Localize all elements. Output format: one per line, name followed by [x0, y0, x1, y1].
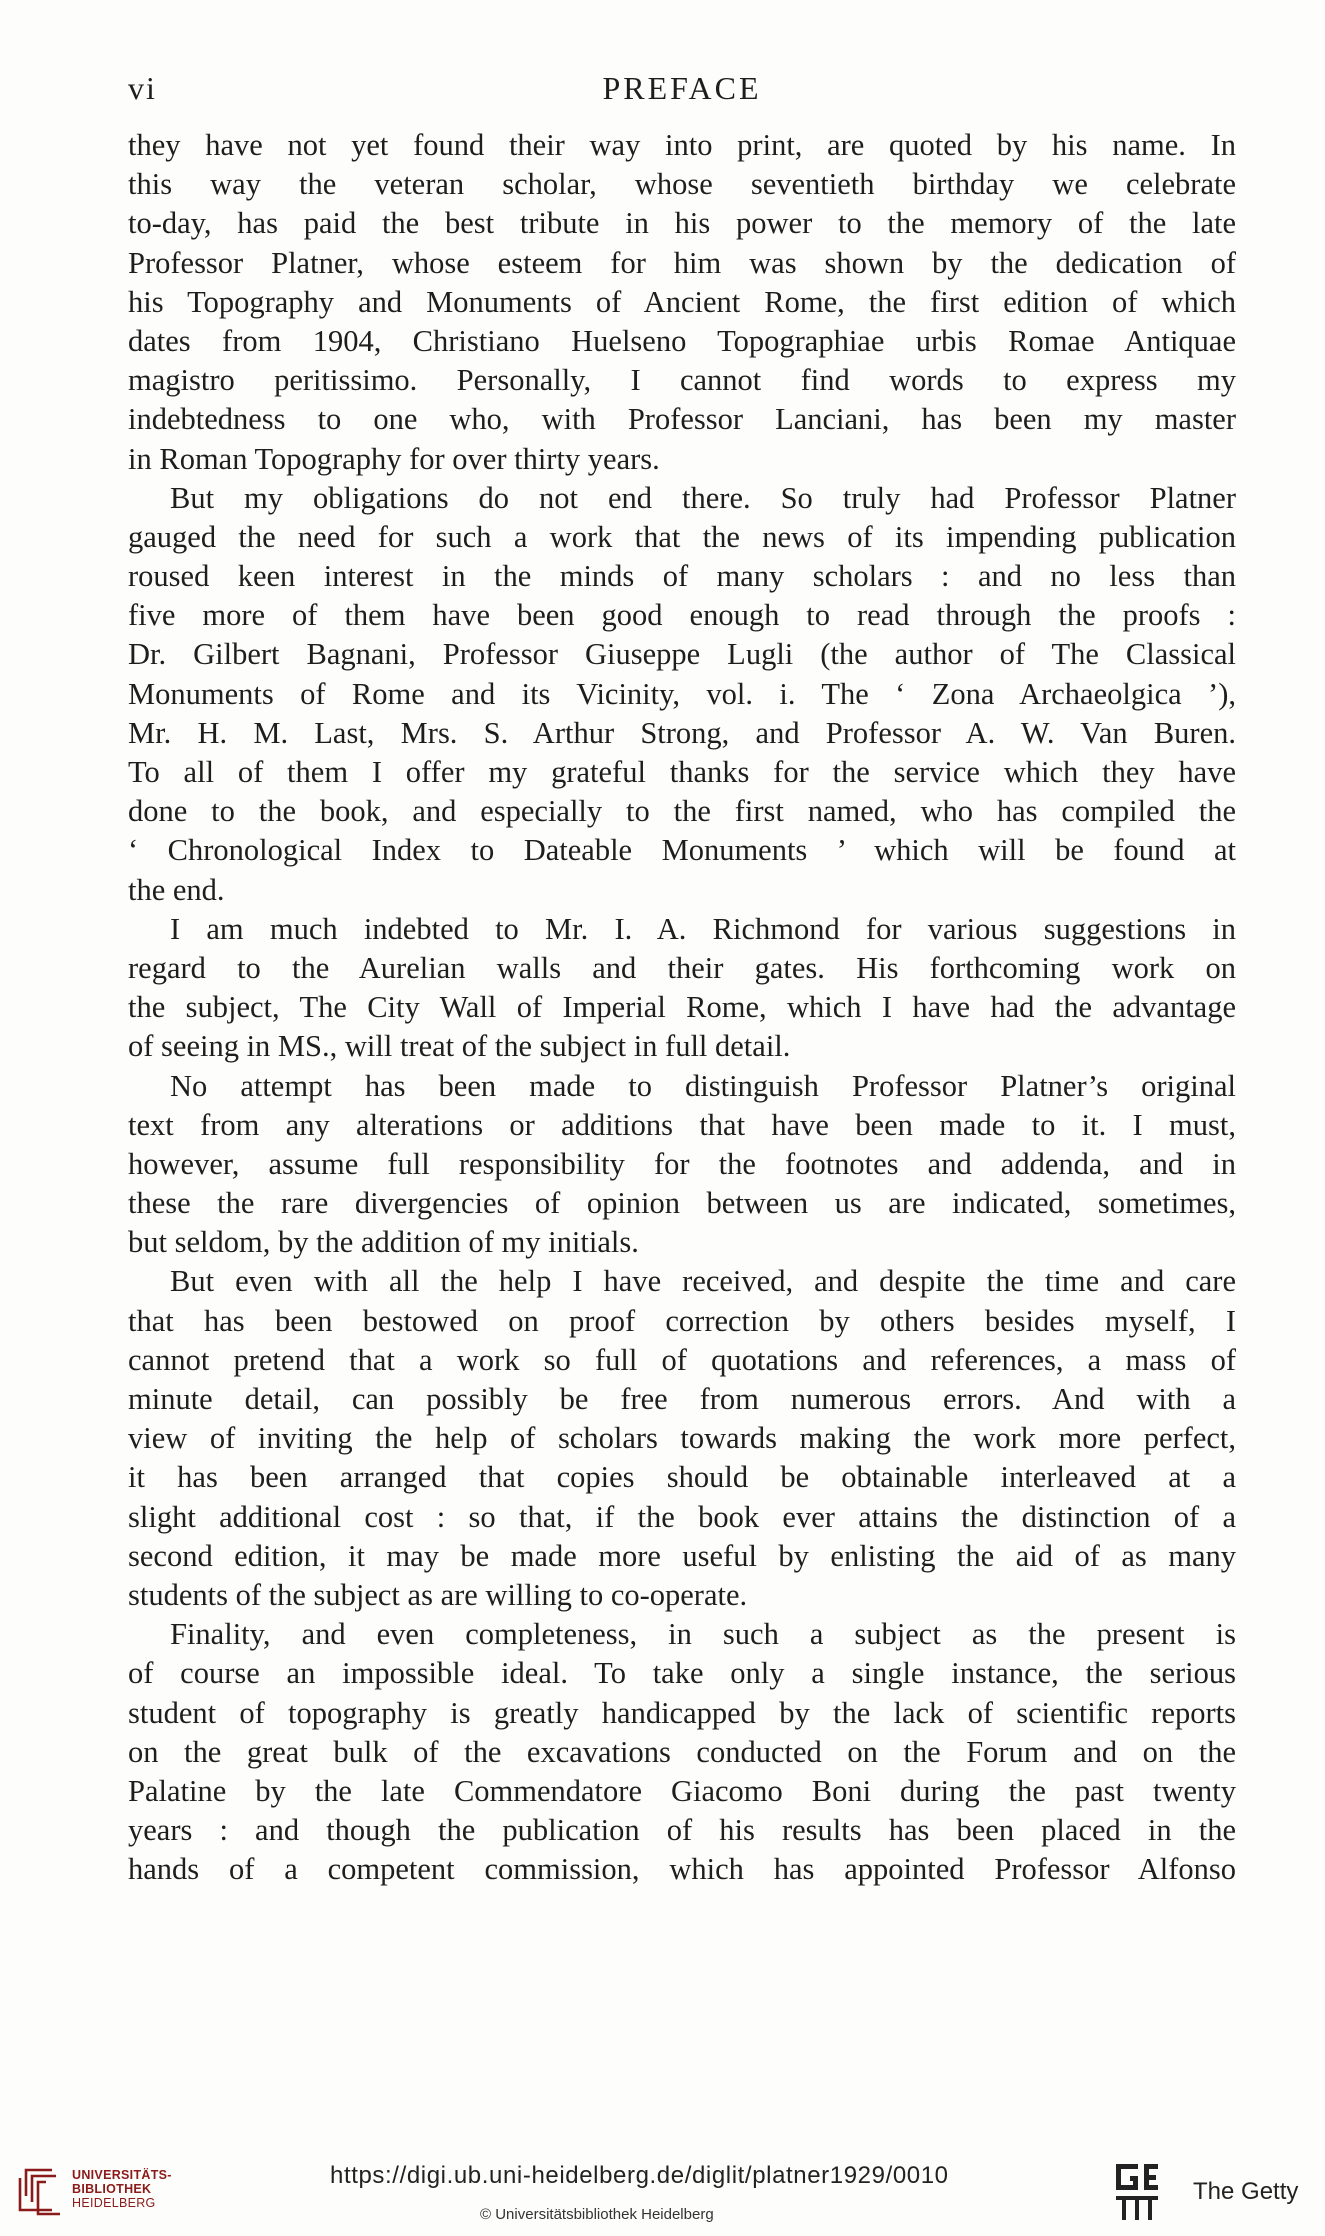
- text-line: Palatine by the late Commendatore Giacomo Boni during the past twenty: [128, 1773, 1236, 1808]
- page-header: [128, 70, 1236, 116]
- text-line: Professor Platner, whose esteem for him was shown by the dedication of: [128, 245, 1236, 280]
- text-line: slight additional cost : so that, if the book ever attains the distinction of a: [128, 1499, 1236, 1534]
- text-line: hands of a competent commission, which has appointed Professor Alfonso: [128, 1852, 1236, 1887]
- text-line: his Topography and Monuments of Ancient Rome, the first edition of which: [128, 284, 1236, 319]
- page-footer: [0, 2150, 1325, 2236]
- text-line: dates from 1904, Christiano Huelseno Topographiae urbis Romae Antiquae: [128, 323, 1236, 358]
- text-line: Monuments of Rome and its Vicinity, vol. i. The ‘ Zona Archaeolgica ’),: [128, 676, 1236, 711]
- text-line: students of the subject as are willing to co-operate.: [128, 1577, 748, 1612]
- text-line: on the great bulk of the excavations conducted on the Forum and on the: [128, 1734, 1236, 1769]
- text-line: To all of them I offer my grateful thanks for the service which they have: [128, 755, 1236, 789]
- page-number: vi: [128, 70, 157, 106]
- university-library-logo-icon: [12, 2166, 64, 2218]
- text-line: of seeing in MS., will treat of the subject in full detail.: [128, 1029, 791, 1064]
- text-line: this way the veteran scholar, whose seventieth birthday we celebrate: [128, 167, 1236, 202]
- copyright-notice: © Universitätsbibliothek Heidelberg: [480, 2206, 714, 2223]
- text-line: it has been arranged that copies should be obtainable interleaved at a: [128, 1460, 1236, 1495]
- text-line: of course an impossible ideal. To take only a single instance, the serious: [128, 1656, 1236, 1691]
- text-line: But my obligations do not end there. So truly had Professor Platner: [170, 480, 1236, 515]
- text-line: minute detail, can possibly be free from numerous errors. And with a: [128, 1382, 1236, 1416]
- text-line: gauged the need for such a work that the news of its impending publication: [128, 519, 1236, 554]
- text-line: ‘ Chronological Index to Dateable Monuments ’ which will be found at: [128, 833, 1236, 868]
- getty-logo-icon: [1112, 2160, 1162, 2224]
- text-line: they have not yet found their way into print, are quoted by his name. In: [128, 128, 1236, 162]
- text-line: Mr. H. M. Last, Mrs. S. Arthur Strong, and Professor A. W. Van Buren.: [128, 715, 1236, 750]
- text-line: the end.: [128, 872, 225, 907]
- text-line: I am much indebted to Mr. I. A. Richmond for various suggestions in: [170, 911, 1236, 946]
- university-library-name: UNIVERSITÄTS- BIBLIOTHEK HEIDELBERG: [72, 2168, 172, 2210]
- text-line: magistro peritissimo. Personally, I cannot find words to express my: [128, 363, 1236, 398]
- text-line: that has been bestowed on proof correction by others besides myself, I: [128, 1303, 1236, 1338]
- text-line: view of inviting the help of scholars towards making the work more perfect,: [128, 1421, 1236, 1456]
- running-title: PREFACE: [602, 70, 762, 106]
- text-line: but seldom, by the addition of my initials.: [128, 1225, 639, 1260]
- text-line: student of topography is greatly handicapped by the lack of scientific reports: [128, 1695, 1236, 1730]
- text-line: Dr. Gilbert Bagnani, Professor Giuseppe Lugli (the author of The Classical: [128, 637, 1236, 672]
- permalink-url[interactable]: https://digi.ub.uni-heidelberg.de/diglit/platner1929/0010: [330, 2162, 949, 2189]
- text-line: these the rare divergencies of opinion between us are indicated, sometimes,: [128, 1186, 1236, 1221]
- text-line: But even with all the help I have received, and despite the time and care: [170, 1264, 1236, 1299]
- text-line: No attempt has been made to distinguish Professor Platner’s original: [170, 1068, 1236, 1103]
- text-line: to-day, has paid the best tribute in his power to the memory of the late: [128, 206, 1236, 241]
- text-line: text from any alterations or additions that have been made to it. I must,: [128, 1107, 1236, 1142]
- text-line: however, assume full responsibility for the footnotes and addenda, and in: [128, 1146, 1236, 1181]
- text-line: five more of them have been good enough to read through the proofs :: [128, 598, 1236, 633]
- text-line: second edition, it may be made more useful by enlisting the aid of as many: [128, 1538, 1236, 1573]
- text-line: regard to the Aurelian walls and their gates. His forthcoming work on: [128, 950, 1236, 985]
- body-text: [128, 126, 1236, 1889]
- text-line: roused keen interest in the minds of many scholars : and no less than: [128, 559, 1236, 594]
- text-line: the subject, The City Wall of Imperial Rome, which I have had the advantage: [128, 990, 1236, 1025]
- text-line: done to the book, and especially to the first named, who has compiled the: [128, 794, 1236, 829]
- text-line: cannot pretend that a work so full of quotations and references, a mass of: [128, 1342, 1236, 1377]
- text-line: indebtedness to one who, with Professor Lanciani, has been my master: [128, 402, 1236, 437]
- getty-name: The Getty: [1193, 2178, 1299, 2205]
- text-line: years : and though the publication of his results has been placed in the: [128, 1813, 1236, 1848]
- text-line: in Roman Topography for over thirty years.: [128, 441, 660, 476]
- text-line: Finality, and even completeness, in such a subject as the present is: [170, 1617, 1236, 1652]
